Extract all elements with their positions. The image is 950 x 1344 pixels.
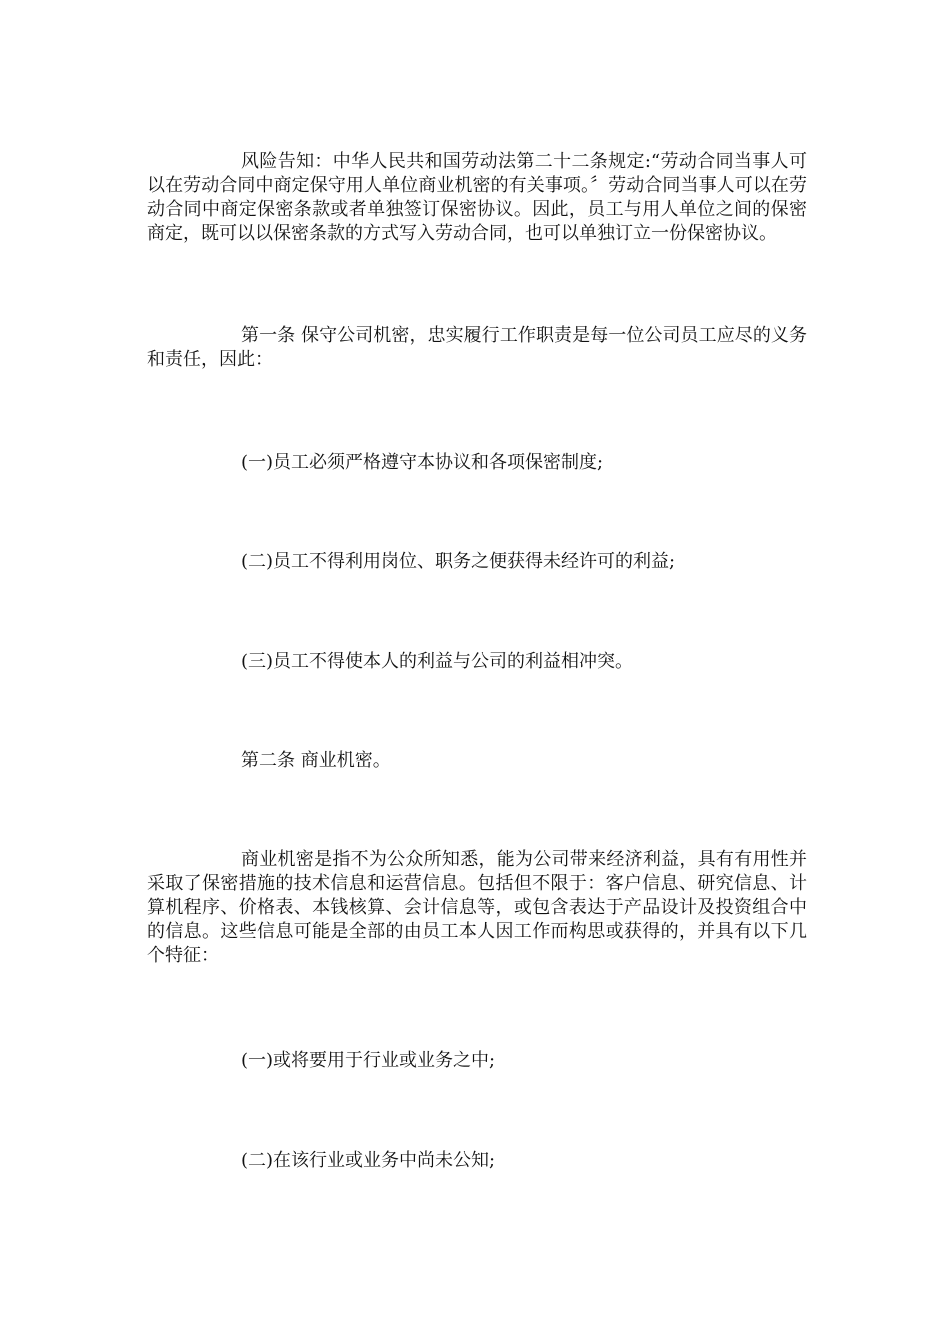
article-1-item-2: (二)员工不得利用岗位、职务之便获得未经许可的利益; [241, 551, 676, 572]
article-2-item-1: (一)或将要用于行业或业务之中; [241, 1050, 496, 1071]
article-2-title: 第二条 商业机密。 [241, 750, 391, 771]
article-1-item-3: (三)员工不得使本人的利益与公司的利益相冲突。 [241, 651, 634, 672]
article-2-definition: 商业机密是指不为公众所知悉，能为公司带来经济利益，具有有用性并采取了保密措施的技术信息和运营信息。包括但不限于：客户信息、研究信息、计算机程序、价格表、本钱核算、会计信息等，或包含表达于产品设计及投资组合中的信息。这些信息可能是全部的由员工本人因工作而构思或获得的，并具有以下几个特征： [147, 849, 807, 966]
risk-notice-paragraph: 风险告知：中华人民共和国劳动法第二十二条规定:“劳动合同当事人可以在劳动合同中商定保守用人单位商业机密的有关事项。〞劳动合同当事人可以在劳动合同中商定保密条款或者单独签订保密协议。因此，员工与用人单位之间的保密商定，既可以以保密条款的方式写入劳动合同，也可以单独订立一份保密协议。 [147, 151, 807, 244]
article-1-intro: 第一条 保守公司机密，忠实履行工作职责是每一位公司员工应尽的义务和责任，因此： [147, 325, 807, 370]
article-2-item-2: (二)在该行业或业务中尚未公知; [241, 1150, 496, 1171]
article-1-item-1: (一)员工必须严格遵守本协议和各项保密制度; [241, 452, 604, 473]
